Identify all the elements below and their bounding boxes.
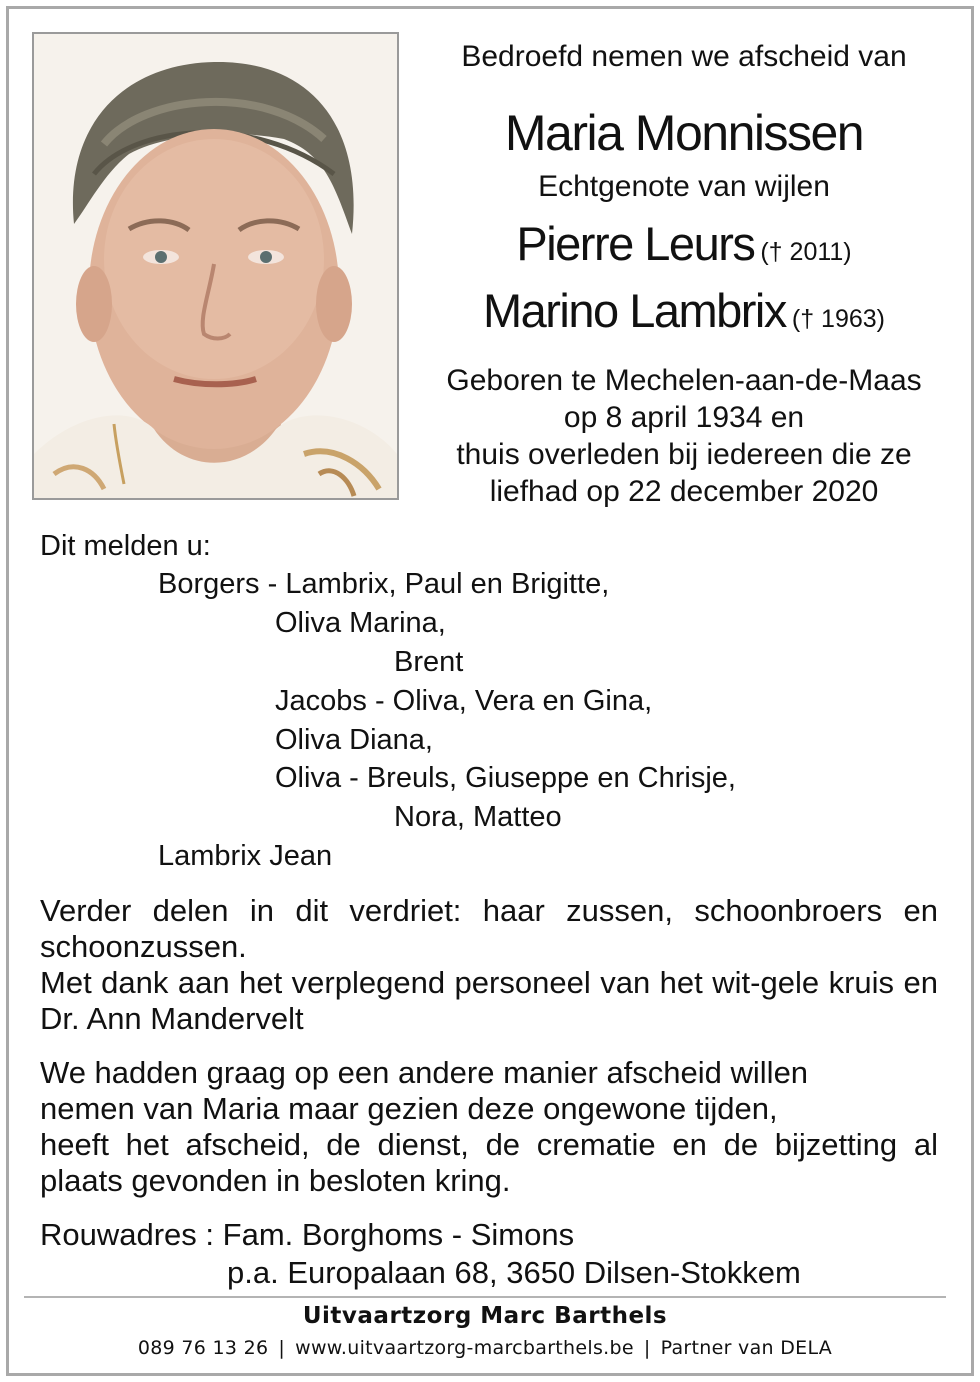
spouse-intro: Echtgenote van wijlen	[538, 170, 830, 203]
born-line: liefhad op 22 december 2020	[489, 475, 879, 508]
born-line: op 8 april 1934 en	[563, 401, 805, 434]
partner-text: Partner van DELA	[660, 1337, 833, 1359]
spouse-2-death: († 1963)	[791, 305, 885, 333]
spouse-1-name: Pierre Leurs	[516, 217, 755, 270]
spouse-2-name: Marino Lambrix	[482, 284, 786, 337]
relative-line: Oliva - Breuls, Giuseppe en Chrisje,	[275, 762, 736, 794]
intro-text: Bedroefd nemen we afscheid van	[461, 40, 907, 73]
relative-line: Oliva Marina,	[275, 607, 446, 639]
born-line: Geboren te Mechelen-aan-de-Maas	[446, 364, 922, 397]
address-line-1: Rouwadres : Fam. Borghoms - Simons	[40, 1217, 575, 1252]
divider-bar: |	[278, 1337, 286, 1359]
relative-line: Jacobs - Oliva, Vera en Gina,	[275, 685, 653, 717]
address-line-2: p.a. Europalaan 68, 3650 Dilsen-Stokkem	[227, 1255, 801, 1290]
portrait-photo	[32, 32, 399, 500]
spouse-1	[414, 216, 954, 271]
birth-death-info	[414, 362, 954, 510]
grief-paragraph: Verder delen in dit verdriet: haar zussen, schoonbroers en schoonzussen.	[40, 893, 938, 964]
farewell-line: nemen van Maria maar gezien deze ongewone tijden,	[40, 1091, 778, 1126]
phone-number: 089 76 13 26	[137, 1337, 269, 1359]
relative-line: Lambrix Jean	[158, 840, 333, 872]
spouse-2	[414, 283, 954, 338]
divider-bar: |	[643, 1337, 651, 1359]
relative-line: Oliva Diana,	[275, 724, 433, 756]
farewell-line: heeft het afscheid, de dienst, de crematie en de bijzetting al plaats gevonden in besloten kring.	[40, 1127, 938, 1198]
portrait-image	[34, 34, 397, 498]
deceased-name: Maria Monnissen	[504, 105, 864, 161]
company-name: Uitvaartzorg Marc Barthels	[302, 1303, 668, 1329]
born-line: thuis overleden bij iedereen die ze	[456, 438, 912, 471]
announcement-intro: Dit melden u:	[40, 530, 211, 562]
relative-line: Borgers - Lambrix, Paul en Brigitte,	[158, 568, 610, 600]
farewell-line: We hadden graag op een andere manier afscheid willen	[40, 1055, 809, 1090]
footer-divider	[24, 1296, 946, 1298]
website-link[interactable]: www.uitvaartzorg-marcbarthels.be	[295, 1337, 634, 1359]
relative-line: Brent	[394, 646, 464, 678]
relative-line: Nora, Matteo	[394, 801, 562, 833]
contact-info	[0, 1337, 970, 1359]
farewell-paragraph	[40, 1055, 938, 1199]
thanks-paragraph: Met dank aan het verplegend personeel van het wit-gele kruis en Dr. Ann Mandervelt	[40, 965, 938, 1036]
spouse-1-death: († 2011)	[760, 238, 852, 266]
